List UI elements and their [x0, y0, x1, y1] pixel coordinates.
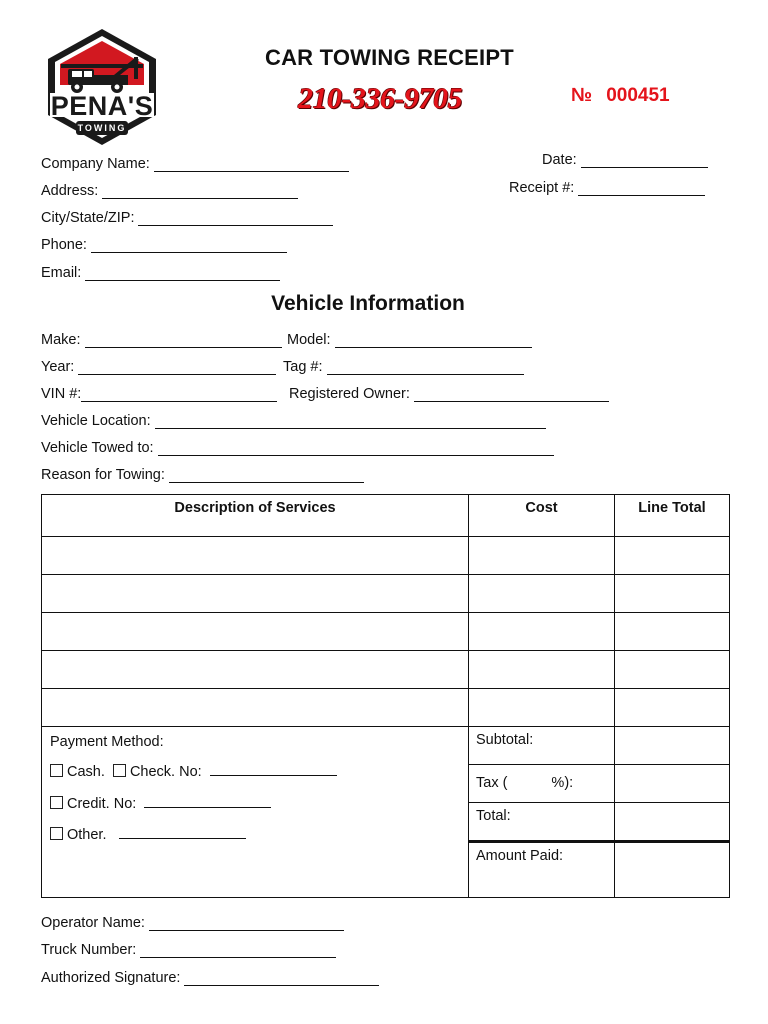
authorized-signature-line[interactable]: [184, 973, 379, 986]
other-row: [50, 826, 246, 843]
email-line[interactable]: [85, 268, 280, 281]
phone-line[interactable]: [91, 240, 287, 253]
year-line[interactable]: [78, 362, 276, 375]
table-row: [42, 689, 730, 727]
email-label: Email:: [41, 265, 82, 281]
subtotal-value-cell[interactable]: [615, 727, 730, 765]
payment-method-label: Payment Method:: [50, 734, 164, 750]
authorized-signature-label: Authorized Signature:: [41, 970, 181, 986]
phone-label: Phone:: [41, 237, 87, 253]
company-name-line[interactable]: [154, 159, 349, 172]
make-line[interactable]: [85, 335, 282, 348]
line-total-cell[interactable]: [615, 537, 730, 575]
cash-checkbox[interactable]: [50, 764, 63, 777]
receipt-label: Receipt #:: [509, 180, 575, 196]
services-table: [41, 494, 730, 898]
cost-cell[interactable]: [469, 651, 615, 689]
registered-owner-label: Registered Owner:: [289, 386, 410, 402]
address-field[interactable]: [41, 183, 298, 199]
description-cell[interactable]: [42, 537, 469, 575]
operator-name-label: Operator Name:: [41, 915, 145, 931]
cost-cell[interactable]: [469, 613, 615, 651]
vehicle-location-field[interactable]: [41, 413, 546, 429]
reason-line[interactable]: [169, 470, 364, 483]
line-total-cell[interactable]: [615, 689, 730, 727]
credit-label: Credit. No:: [67, 796, 137, 812]
logo-tagline-text: TOWING: [77, 123, 127, 133]
description-cell[interactable]: [42, 651, 469, 689]
tax-value-cell[interactable]: [615, 765, 730, 803]
column-header-line-total: Line Total: [615, 495, 730, 537]
tag-line[interactable]: [327, 362, 524, 375]
cost-cell[interactable]: [469, 537, 615, 575]
truck-number-line[interactable]: [140, 945, 336, 958]
column-header-description: Description of Services: [42, 495, 469, 537]
reason-field[interactable]: [41, 467, 364, 483]
phone-field[interactable]: [41, 237, 287, 253]
truck-number-field[interactable]: [41, 942, 336, 958]
description-cell[interactable]: [42, 613, 469, 651]
cash-label: Cash.: [67, 764, 105, 780]
model-label: Model:: [287, 332, 331, 348]
vehicle-location-line[interactable]: [155, 416, 546, 429]
line-total-cell[interactable]: [615, 651, 730, 689]
authorized-signature-field[interactable]: [41, 970, 379, 986]
vin-field[interactable]: [41, 386, 277, 402]
registered-owner-line[interactable]: [414, 389, 609, 402]
amount-paid-value-cell[interactable]: [615, 842, 730, 898]
line-total-cell[interactable]: [615, 575, 730, 613]
total-label: Total:: [469, 803, 615, 842]
subtotal-label: Subtotal:: [469, 727, 615, 765]
check-label: Check. No:: [129, 764, 202, 780]
year-field[interactable]: [41, 359, 276, 375]
logo-brand-text: PENA'S: [50, 91, 154, 121]
other-checkbox[interactable]: [50, 827, 63, 840]
line-total-cell[interactable]: [615, 613, 730, 651]
phone-number: 210-336-9705: [298, 82, 462, 115]
credit-checkbox[interactable]: [50, 796, 63, 809]
check-number-line[interactable]: [210, 763, 337, 776]
vehicle-towed-to-label: Vehicle Towed to:: [41, 440, 154, 456]
company-logo: [44, 27, 160, 147]
cost-cell[interactable]: [469, 689, 615, 727]
date-label: Date:: [542, 152, 577, 168]
vehicle-towed-to-field[interactable]: [41, 440, 554, 456]
number-symbol: №: [571, 85, 593, 106]
receipt-number: 000451: [606, 85, 670, 106]
make-label: Make:: [41, 332, 81, 348]
operator-name-field[interactable]: [41, 915, 344, 931]
vehicle-towed-to-line[interactable]: [158, 443, 554, 456]
tax-suffix: %):: [551, 775, 574, 791]
check-checkbox[interactable]: [113, 764, 126, 777]
other-line[interactable]: [119, 826, 246, 839]
table-row: [42, 575, 730, 613]
address-line[interactable]: [102, 186, 298, 199]
truck-number-label: Truck Number:: [41, 942, 137, 958]
receipt-field[interactable]: [509, 180, 705, 196]
table-header-row: [42, 495, 730, 537]
city-state-zip-label: City/State/ZIP:: [41, 210, 135, 226]
other-label: Other.: [67, 827, 107, 843]
company-name-field[interactable]: [41, 156, 349, 172]
table-row: [42, 613, 730, 651]
description-cell[interactable]: [42, 689, 469, 727]
receipt-line[interactable]: [578, 183, 705, 196]
email-field[interactable]: [41, 265, 280, 281]
address-label: Address:: [41, 183, 99, 199]
model-line[interactable]: [335, 335, 532, 348]
tax-prefix: Tax (: [476, 775, 508, 791]
vin-line[interactable]: [81, 389, 277, 402]
credit-number-line[interactable]: [144, 795, 271, 808]
date-field[interactable]: [542, 152, 708, 168]
receipt-number-group: [571, 85, 670, 107]
cash-check-row: [50, 763, 337, 780]
city-state-zip-field[interactable]: [41, 210, 333, 226]
subtotal-row: [42, 727, 730, 765]
amount-paid-label: Amount Paid:: [469, 842, 615, 898]
total-value-cell[interactable]: [615, 803, 730, 842]
tag-field[interactable]: [283, 359, 524, 375]
column-header-cost: Cost: [469, 495, 615, 537]
date-line[interactable]: [581, 155, 708, 168]
table-row: [42, 537, 730, 575]
tax-label: [469, 765, 615, 803]
reason-label: Reason for Towing:: [41, 467, 165, 483]
city-state-zip-line[interactable]: [138, 213, 333, 226]
registered-owner-field[interactable]: [289, 386, 609, 402]
model-field[interactable]: [287, 332, 532, 348]
tag-label: Tag #:: [283, 359, 323, 375]
vin-label: VIN #:: [41, 386, 82, 402]
receipt-title: CAR TOWING RECEIPT: [265, 45, 514, 70]
cost-cell[interactable]: [469, 575, 615, 613]
make-field[interactable]: [41, 332, 282, 348]
vehicle-information-heading: Vehicle Information: [271, 292, 465, 315]
credit-row: [50, 795, 271, 812]
company-name-label: Company Name:: [41, 156, 150, 172]
operator-name-line[interactable]: [149, 918, 344, 931]
vehicle-location-label: Vehicle Location:: [41, 413, 151, 429]
table-row: [42, 651, 730, 689]
year-label: Year:: [41, 359, 75, 375]
payment-method-cell: [42, 727, 469, 898]
description-cell[interactable]: [42, 575, 469, 613]
